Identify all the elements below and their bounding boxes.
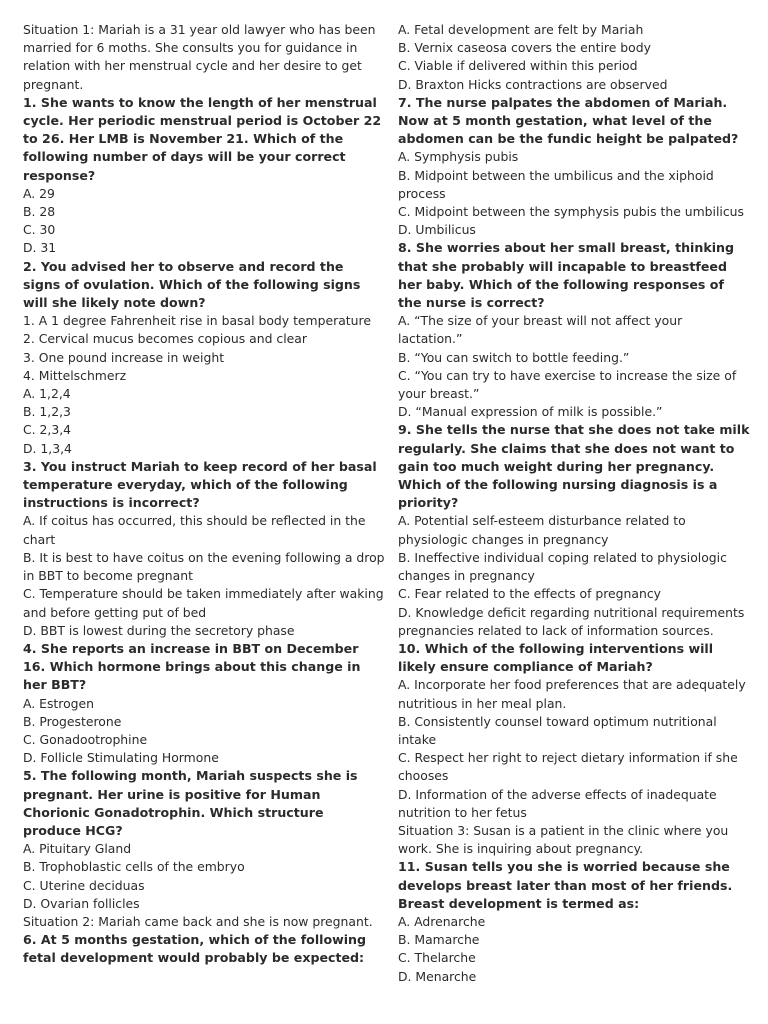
answer-option: B. It is best to have coitus on the evening following a drop in BBT to become pregnant (23, 549, 385, 584)
answer-option: A. If coitus has occurred, this should be reflected in the chart (23, 513, 366, 547)
answer-option: C. Midpoint between the symphysis pubis the umbilicus (398, 204, 744, 220)
answer-option: C. Temperature should be taken immediately after waking and before getting put of bed (23, 586, 384, 620)
answer-option: D. Braxton Hicks contractions are observed (398, 76, 668, 92)
answer-option: 1. A 1 degree Fahrenheit rise in basal body temperature (23, 313, 371, 329)
question-text: 9. She tells the nurse that she does not take milk regularly. She claims that she does not want to gain too much weight during her pregnancy. Which of the following nursing diagnosis is a priority? (398, 422, 750, 511)
answer-option: C. 2,3,4 (23, 422, 72, 438)
answer-option: A. Potential self-esteem disturbance related to physiologic changes in pregnancy (398, 513, 686, 547)
question-text: 4. She reports an increase in BBT on December 16. Which hormone brings about this change in her BBT? (23, 640, 361, 693)
answer-option: B. Midpoint between the umbilicus and the xiphoid process (398, 167, 714, 201)
question-text: 10. Which of the following interventions will likely ensure compliance of Mariah? (398, 640, 714, 675)
answer-option: B. 1,2,3 (23, 404, 71, 420)
answer-option: 4. Mittelschmerz (23, 367, 127, 383)
situation-text: Situation 1: Mariah is a 31 year old lawyer who has been married for 6 moths. She consults you for guidance in relation with her menstrual cycle and her desire to get pregnant. (23, 22, 376, 92)
answer-option: B. Mamarche (398, 932, 480, 948)
answer-option: D. “Manual expression of milk is possible.” (398, 404, 663, 420)
answer-option: A. Fetal development are felt by Mariah (398, 22, 644, 37)
answer-option: 3. One pound increase in weight (23, 349, 225, 365)
answer-option: 2. Cervical mucus becomes copious and clear (23, 331, 307, 347)
question-text: 1. She wants to know the length of her menstrual cycle. Her periodic menstrual period is October 22 to 26. Her LMB is November 21. Which of the following number of days will be your correct response? (23, 94, 382, 183)
answer-option: D. Menarche (398, 968, 477, 984)
answer-option: B. Trophoblastic cells of the embryo (23, 859, 245, 875)
question-text: 5. The following month, Mariah suspects she is pregnant. Her urine is positive for Human Chorionic Gonadotrophin. Which structure produce HCG? (23, 768, 358, 838)
answer-option: C. Respect her right to reject dietary information if she chooses (398, 750, 738, 784)
answer-option: A. Adrenarche (398, 913, 486, 929)
answer-option: A. Estrogen (23, 695, 95, 711)
question-text: 8. She worries about her small breast, thinking that she probably will incapable to breastfeed her baby. Which of the following responses of the nurse is correct? (398, 240, 735, 311)
question-text: 3. You instruct Mariah to keep record of her basal temperature everyday, which of the following instructions is incorrect? (23, 458, 377, 511)
answer-option: A. 29 (23, 185, 55, 201)
answer-option: C. Gonadootrophine (23, 731, 148, 747)
answer-option: D. Ovarian follicles (23, 895, 140, 911)
question-text: 11. Susan tells you she is worried because she develops breast later than most of her friends. Breast development is termed as: (398, 859, 733, 911)
answer-option: A. Symphysis pubis (398, 149, 519, 165)
answer-option: D. Umbilicus (398, 222, 476, 238)
answer-option: B. Ineffective individual coping related to physiologic changes in pregnancy (398, 549, 727, 584)
answer-option: B. Vernix caseosa covers the entire body (398, 40, 651, 56)
question-text: 6. At 5 months gestation, which of the following fetal development would probably be expected: (23, 932, 367, 966)
answer-option: A. “The size of your breast will not affect your lactation.” (398, 313, 683, 347)
answer-option: B. Consistently counsel toward optimum nutritional intake (398, 713, 717, 747)
answer-option: D. Knowledge deficit regarding nutritional requirements pregnancies related to lack of information sources. (398, 604, 745, 638)
question-text: 2. You advised her to observe and record the signs of ovulation. Which of the following signs will she likely note down? (23, 258, 361, 311)
situation-text: Situation 3: Susan is a patient in the clinic where you work. She is inquiring about pregnancy. (398, 822, 729, 857)
answer-option: D. 1,3,4 (23, 440, 72, 456)
answer-option: C. Uterine deciduas (23, 877, 145, 893)
answer-option: D. Follicle Stimulating Hormone (23, 750, 219, 766)
answer-option: B. 28 (23, 204, 56, 220)
answer-option: C. 30 (23, 222, 56, 238)
answer-option: D. BBT is lowest during the secretory phase (23, 622, 295, 638)
answer-option: C. Viable if delivered within this period (398, 58, 638, 74)
right-column (398, 21, 750, 986)
answer-option: D. Information of the adverse effects of inadequate nutrition to her fetus (398, 786, 717, 820)
question-text: 7. The nurse palpates the abdomen of Mariah. Now at 5 month gestation, what level of the abdomen can be the fundic height be palpated? (398, 94, 739, 147)
answer-option: B. Progesterone (23, 713, 122, 729)
answer-option: B. “You can switch to bottle feeding.” (398, 349, 630, 365)
answer-option: C. Fear related to the effects of pregnancy (398, 586, 661, 602)
answer-option: C. Thelarche (398, 950, 476, 966)
answer-option: A. Pituitary Gland (23, 841, 132, 857)
answer-option: D. 31 (23, 240, 57, 256)
answer-option: A. Incorporate her food preferences that are adequately nutritious in her meal plan. (398, 677, 746, 711)
situation-text: Situation 2: Mariah came back and she is now pregnant. (23, 913, 373, 929)
answer-option: C. “You can try to have exercise to increase the size of your breast.” (398, 367, 737, 402)
answer-option: A. 1,2,4 (23, 386, 71, 402)
left-column (23, 21, 385, 968)
